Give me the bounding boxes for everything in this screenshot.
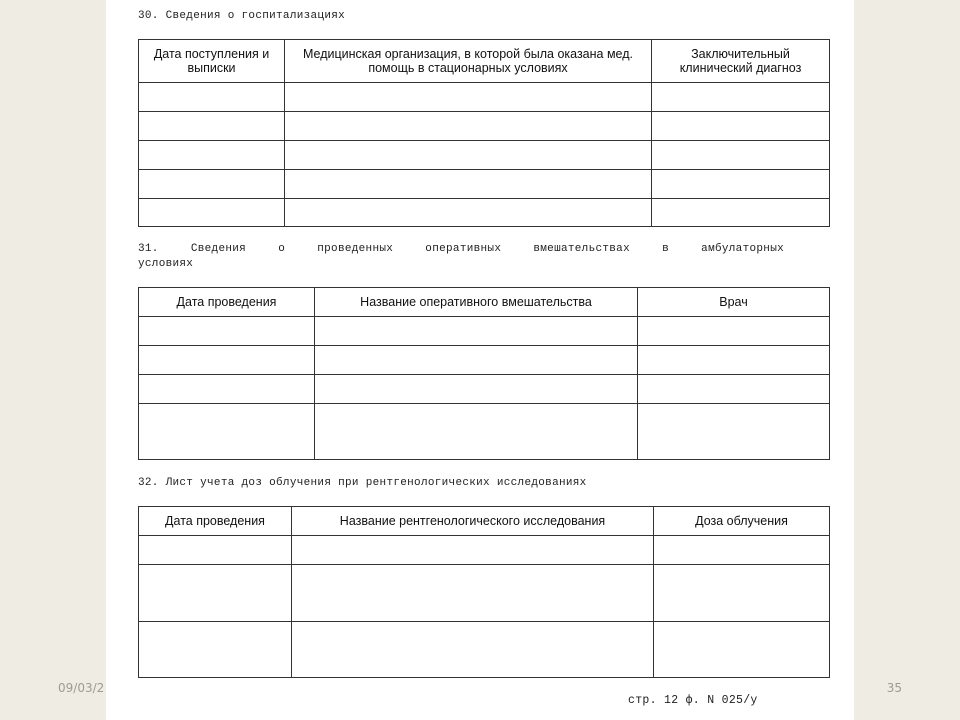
table-row bbox=[139, 170, 830, 199]
table-cell[interactable] bbox=[292, 536, 654, 565]
table-row bbox=[139, 141, 830, 170]
table-cell[interactable] bbox=[139, 404, 315, 460]
table-cell[interactable] bbox=[285, 170, 652, 199]
hospitalization-table bbox=[138, 39, 830, 227]
table-row bbox=[139, 112, 830, 141]
table-cell[interactable] bbox=[139, 317, 315, 346]
surgery-table bbox=[138, 287, 830, 460]
table-cell[interactable] bbox=[654, 536, 830, 565]
table-row bbox=[139, 622, 830, 678]
column-header: Название рентгенологического исследования bbox=[292, 507, 654, 536]
table-header-row bbox=[139, 40, 830, 83]
section-31-title-continued: условиях bbox=[138, 258, 194, 270]
table-cell[interactable] bbox=[315, 346, 638, 375]
table-cell[interactable] bbox=[139, 375, 315, 404]
table-cell[interactable] bbox=[292, 622, 654, 678]
column-header: Дата проведения bbox=[139, 507, 292, 536]
radiation-dose-table bbox=[138, 506, 830, 678]
table-row bbox=[139, 346, 830, 375]
table-cell[interactable] bbox=[139, 112, 285, 141]
table-cell[interactable] bbox=[652, 170, 830, 199]
slide-number: 35 bbox=[886, 681, 902, 695]
table-cell[interactable] bbox=[139, 170, 285, 199]
column-header: Доза облучения bbox=[654, 507, 830, 536]
table-cell[interactable] bbox=[139, 199, 285, 227]
table-cell[interactable] bbox=[315, 317, 638, 346]
table-cell[interactable] bbox=[285, 141, 652, 170]
table-cell[interactable] bbox=[139, 536, 292, 565]
slide-date: 09/03/2 bbox=[58, 681, 105, 695]
table-row bbox=[139, 375, 830, 404]
table-cell[interactable] bbox=[292, 565, 654, 622]
table-cell[interactable] bbox=[654, 565, 830, 622]
column-header: Заключительный клинический диагноз bbox=[652, 40, 830, 83]
column-header: Дата поступления и выписки bbox=[139, 40, 285, 83]
section-31-title: 31. Сведения о проведенных оперативных вмешательствах в амбулаторных bbox=[138, 243, 784, 255]
column-header: Название оперативного вмешательства bbox=[315, 288, 638, 317]
table-cell[interactable] bbox=[652, 83, 830, 112]
table-cell[interactable] bbox=[285, 199, 652, 227]
table-cell[interactable] bbox=[139, 141, 285, 170]
section-32-title: 32. Лист учета доз облучения при рентгенологических исследованиях bbox=[138, 477, 587, 489]
table-row bbox=[139, 199, 830, 227]
table-cell[interactable] bbox=[315, 404, 638, 460]
table-cell[interactable] bbox=[139, 565, 292, 622]
column-header: Дата проведения bbox=[139, 288, 315, 317]
table-cell[interactable] bbox=[139, 83, 285, 112]
table-cell[interactable] bbox=[652, 112, 830, 141]
section-30-title: 30. Сведения о госпитализациях bbox=[138, 10, 346, 22]
table-cell[interactable] bbox=[638, 346, 830, 375]
table-cell[interactable] bbox=[652, 199, 830, 227]
table-cell[interactable] bbox=[652, 141, 830, 170]
table-cell[interactable] bbox=[285, 83, 652, 112]
table-row bbox=[139, 83, 830, 112]
column-header: Медицинская организация, в которой была оказана мед. помощь в стационарных условиях bbox=[285, 40, 652, 83]
table-header-row bbox=[139, 507, 830, 536]
table-cell[interactable] bbox=[638, 375, 830, 404]
table-cell[interactable] bbox=[638, 317, 830, 346]
table-cell[interactable] bbox=[285, 112, 652, 141]
table-cell[interactable] bbox=[139, 346, 315, 375]
page-footer: стр. 12 ф. N 025/у bbox=[628, 694, 758, 707]
table-row bbox=[139, 565, 830, 622]
table-cell[interactable] bbox=[654, 622, 830, 678]
table-cell[interactable] bbox=[315, 375, 638, 404]
table-row bbox=[139, 317, 830, 346]
form-page bbox=[106, 0, 854, 720]
column-header: Врач bbox=[638, 288, 830, 317]
table-row bbox=[139, 404, 830, 460]
table-row bbox=[139, 536, 830, 565]
table-header-row bbox=[139, 288, 830, 317]
table-cell[interactable] bbox=[638, 404, 830, 460]
table-cell[interactable] bbox=[139, 622, 292, 678]
